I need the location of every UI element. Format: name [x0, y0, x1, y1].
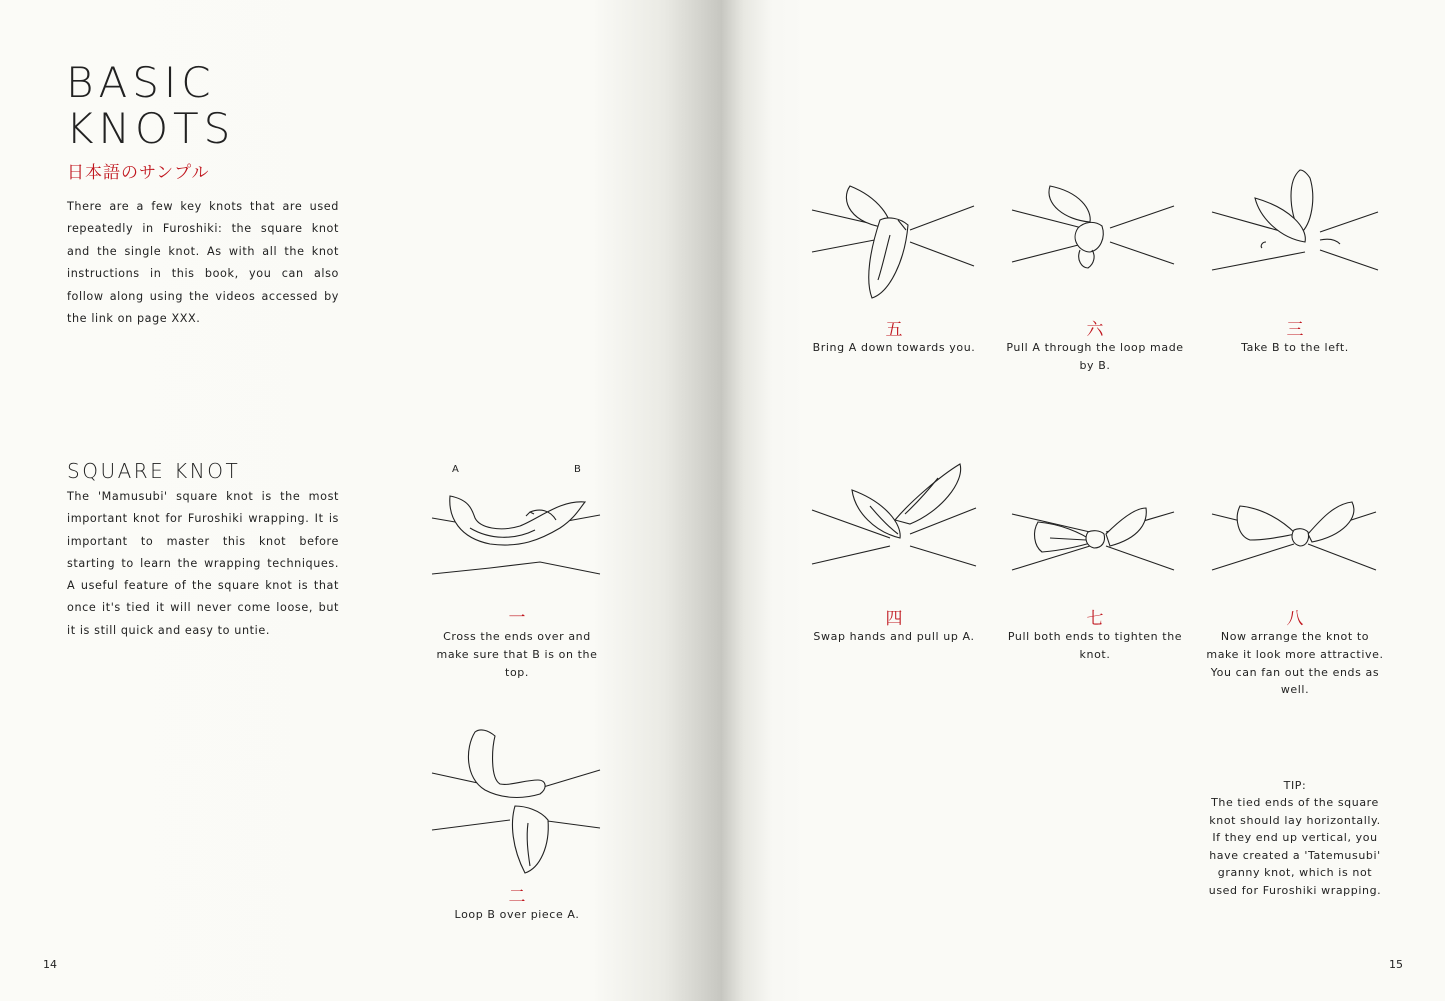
knot-step-2-illustration: [430, 728, 605, 878]
step-5-caption: Bring A down towards you.: [812, 341, 976, 354]
title-line-2: KNOTS: [66, 104, 236, 153]
step-8-number: 八: [1286, 609, 1304, 629]
step-7-caption: Pull both ends to tighten the knot.: [1007, 630, 1183, 661]
end-label-a: A: [452, 464, 459, 475]
section-paragraph: The 'Mamusubi' square knot is the most important knot for Furoshiki wrapping. It is important to master this knot before starting to learn the wrapping techniques. A useful feature of the square knot is that once it's tied it will never come loose, but it is still quick and easy to untie.: [67, 490, 339, 637]
knot-step-7-illustration: [1010, 502, 1178, 577]
step-4-caption: Swap hands and pull up A.: [813, 630, 975, 643]
step-3-caption: Take B to the left.: [1241, 341, 1349, 354]
page-title: [66, 60, 235, 152]
knot-step-4-illustration: [810, 462, 980, 572]
title-line-1: BASIC: [66, 58, 216, 107]
knot-step-5-illustration: [810, 180, 978, 305]
step-1-caption: Cross the ends over and make sure that B is on the top.: [436, 630, 598, 679]
japanese-subtitle: 日本語のサンプル: [67, 163, 210, 183]
page-number-right: 15: [1389, 958, 1403, 971]
knot-step-8-illustration: [1210, 500, 1380, 575]
knot-step-3-illustration: [1210, 168, 1382, 276]
intro-paragraph: There are a few key knots that are used repeatedly in Furoshiki: the square knot and the single knot. As with all the knot instructions in this book, you can also follow along using the videos accessed by the link on page XXX.: [67, 200, 339, 326]
step-5-number: 五: [885, 320, 903, 340]
section-title: SQUARE KNOT: [67, 459, 241, 483]
knot-step-6-illustration: [1010, 180, 1178, 275]
step-6-number: 六: [1086, 320, 1104, 340]
step-8-caption: Now arrange the knot to make it look more attractive. You can fan out the ends as well.: [1206, 630, 1384, 697]
tip-text: The tied ends of the square knot should lay horizontally. If they end up vertical, you have created a 'Tatemusubi' granny knot, which is not used for Furoshiki wrapping.: [1208, 796, 1382, 897]
step-2-number: 二: [508, 887, 526, 907]
step-3-number: 三: [1286, 320, 1304, 340]
step-2-caption: Loop B over piece A.: [454, 908, 580, 921]
step-1-number: 一: [508, 608, 526, 628]
step-6-caption: Pull A through the loop made by B.: [1006, 341, 1184, 372]
end-label-b: B: [574, 464, 581, 475]
page-number-left: 14: [43, 958, 57, 971]
step-4-number: 四: [885, 609, 903, 629]
tip-label: TIP:: [1283, 779, 1307, 792]
knot-step-1-illustration: [430, 488, 605, 583]
step-7-number: 七: [1086, 609, 1104, 629]
